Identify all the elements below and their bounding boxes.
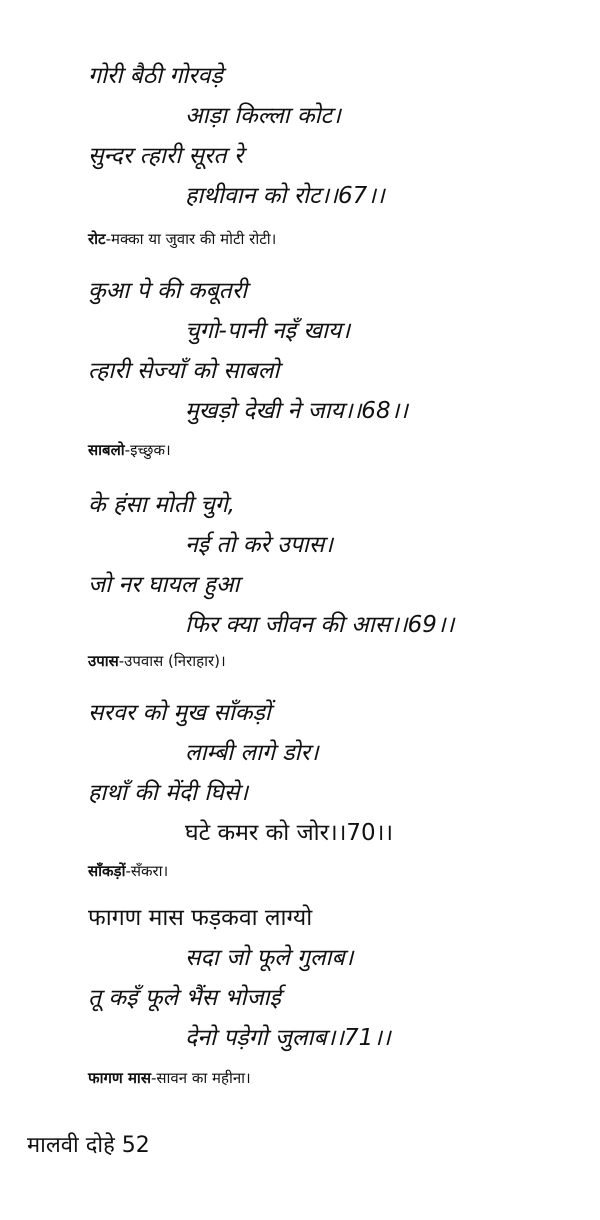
couplet-line: आड़ा किल्ला कोट।	[185, 103, 341, 129]
couplet-67	[88, 62, 588, 222]
gloss-67	[88, 229, 276, 249]
couplet-68	[88, 277, 588, 437]
couplet-line: घटे कमर को जोर।।70।।	[185, 820, 394, 846]
couplet-line: सुन्दर त्हारी सूरत रे	[88, 143, 244, 169]
couplet-line: जो नर घायल हुआ	[88, 572, 240, 598]
couplet-71	[88, 904, 588, 1064]
couplet-line: हाथीवान को रोट।।67।।	[185, 183, 385, 209]
gloss-term: साँकड़ों	[88, 862, 126, 880]
gloss-text: -उपवास (निराहार)।	[118, 652, 226, 670]
couplet-line: फागण मास फड़कवा लाग्यो	[88, 905, 313, 931]
couplet-line: चुगो-पानी नइँ खाय।	[185, 318, 351, 344]
couplet-line: कुआ पे की कबूतरी	[88, 278, 248, 304]
couplet-line: सदा जो फूले गुलाब।	[185, 945, 354, 971]
gloss-text: -सँकरा।	[125, 862, 169, 880]
gloss-term: उपास	[88, 652, 119, 670]
couplet-line: मुखड़ो देखी ने जाय।।68।।	[185, 398, 409, 424]
gloss-70	[88, 861, 168, 881]
couplet-line: सरवर को मुख साँकड़ों	[88, 700, 271, 726]
couplet-line: नई तो करे उपास।	[185, 532, 334, 558]
gloss-text: -सावन का महीना।	[150, 1069, 251, 1087]
gloss-term: साबलो	[88, 441, 125, 459]
couplet-line: हाथाँ की मेंदी घिसे।	[88, 780, 249, 806]
couplet-69	[88, 491, 588, 651]
page-footer	[27, 1132, 150, 1160]
gloss-text: -इच्छुक।	[124, 441, 171, 459]
couplet-line: गोरी बैठी गोरवड़े	[88, 63, 223, 89]
gloss-text: -मक्का या जुवार की मोटी रोटी।	[105, 230, 277, 248]
couplet-line: के हंसा मोती चुगे,	[88, 492, 235, 518]
gloss-term: फागण मास	[88, 1069, 151, 1087]
book-title: मालवी दोहे	[27, 1133, 115, 1158]
couplet-line: त्हारी सेज्याँ को साबलो	[88, 358, 280, 384]
gloss-68	[88, 440, 171, 460]
couplet-line: देनो पड़ेगो जुलाब।।71।।	[185, 1025, 391, 1051]
gloss-term: रोट	[88, 230, 106, 248]
couplet-70	[88, 699, 588, 859]
page-number: 52	[121, 1133, 150, 1158]
gloss-71	[88, 1068, 251, 1088]
couplet-line: लाम्बी लागे डोर।	[185, 740, 319, 766]
couplet-line: फिर क्या जीवन की आस।।69।।	[185, 612, 455, 638]
couplet-line: तू कइँ फूले भैंस भोजाई	[88, 985, 281, 1011]
gloss-69	[88, 651, 226, 671]
